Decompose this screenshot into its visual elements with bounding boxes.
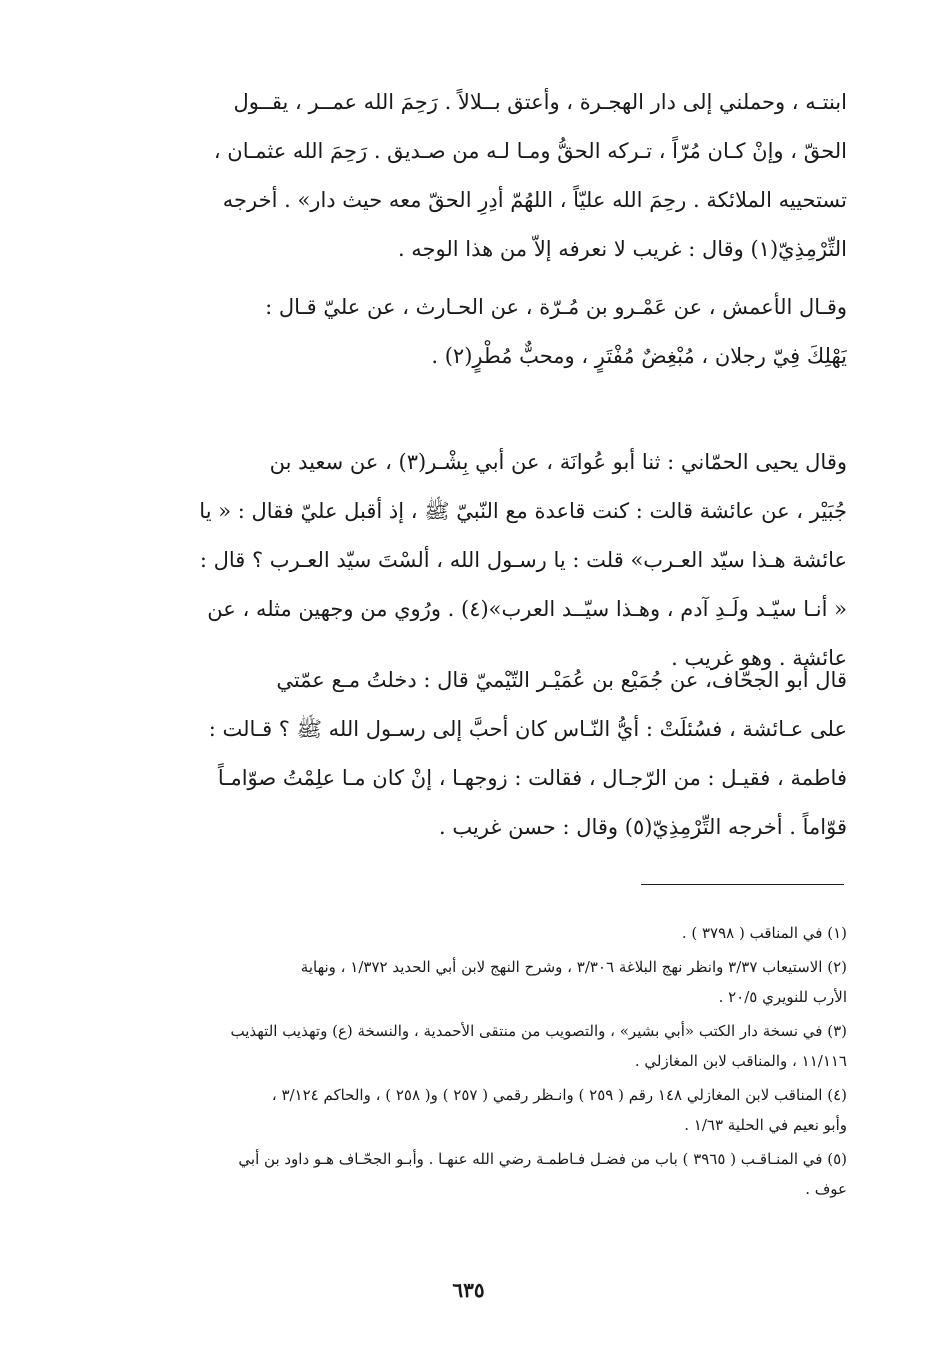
footnote-line: (٥) في المنـاقـب ( ٣٩٦٥ ) باب من فضـل فـاطمـة رضي الله عنهـا . وأبـو الجحّـاف هـو داود بن أبي <box>238 1150 847 1168</box>
footnote-line: الأرب للنويري ٢٠/٥ . <box>718 988 847 1006</box>
text-line: قال أبو الجحّاف، عن جُمَيْع بن عُمَيْـر التّيْميّ قال : دخلتُ مـع عمّتي <box>276 668 847 692</box>
footnote-3 <box>140 1016 847 1076</box>
footnote-line: ١١/١١٦ ، والمناقب لابن المغازلي . <box>634 1052 847 1070</box>
text-line: قوّاماً . أخرجه التِّرْمِذِيّ(٥) وقال : حسن غريب . <box>439 815 847 839</box>
text-line: وقال يحيى الحمّاني : ثنا أبو عُوانَة ، عن أبي بِشْـر(٣) ، عن سعيد بن <box>269 450 847 474</box>
paragraph-3 <box>140 438 847 683</box>
footnote-line: (٤) المناقب لابن المغازلي ١٤٨ رقم ( ٢٥٩ ) وانـظر رقمي ( ٢٥٧ ) و( ٢٥٨ ) ، والحاكم ٣/١٢٤ ، <box>271 1086 847 1104</box>
footnote-2 <box>140 952 847 1012</box>
footnote-divider <box>641 884 844 885</box>
paragraph-2 <box>140 283 847 381</box>
footnote-4 <box>140 1080 847 1140</box>
footnote-line: وأبو نعيم في الحلية ١/٦٣ . <box>684 1116 847 1134</box>
text-line: فاطمة ، فقيـل : من الرّجـال ، فقالت : زوجهـا ، إنْ كان مـا علِمْتُ صوّامـاً <box>217 766 847 790</box>
text-line: عائشة . وهو غريب . <box>671 646 847 670</box>
text-line: الحقّ ، وإنْ كـان مُرّاً ، تـركه الحقُّ ومـا لـه من صـديق . رَحِمَ الله عثمـان ، <box>213 139 847 163</box>
footnote-line: عوف . <box>805 1180 847 1198</box>
text-line: جُبَيْر ، عن عائشة قالت : كنت قاعدة مع النّبيّ ﷺ ، إذ أقبل عليّ فقال : « يا <box>199 499 847 523</box>
text-line: على عـائشة ، فسُئلَتْ : أيُّ النّـاس كان أحبَّ إلى رسـول الله ﷺ ؟ قـالت : <box>208 717 847 741</box>
text-line: « أنـا سيّـد ولَـدِ آدم ، وهـذا سيّــد العرب»(٤) . ورُوي من وجهين مثله ، عن <box>207 597 847 621</box>
text-line: عائشة هـذا سيّد العـرب» قلت : يا رسـول الله ، ألسْتَ سيّد العـرب ؟ قال : <box>199 548 847 572</box>
page-number: ٦٣٥ <box>452 1278 485 1302</box>
paragraph-4 <box>140 656 847 852</box>
paragraph-1 <box>140 78 847 274</box>
footnote-line: (٢) الاستيعاب ٣/٣٧ وانظر نهج البلاغة ٣/٣٠٦ ، وشرح النهج لابن أبي الحديد ١/٣٧٢ ، ونهاية <box>300 958 847 976</box>
footnote-line: (٣) في نسخة دار الكتب «أبي بشير» ، والتصويب من منتقى الأحمدية ، والنسخة (ع) وتهذيب التهذيب <box>230 1022 847 1040</box>
footnote-1 <box>140 918 847 948</box>
text-line: يَهْلِكَ فِيّ رجلان ، مُبْغِضٌ مُفْتَرٍ ، ومحبٌّ مُطْرٍ(٢) . <box>431 344 847 368</box>
text-line: ابنتـه ، وحملني إلى دار الهجـرة ، وأعتق بــلالاً . رَحِمَ الله عمــر ، يقــول <box>233 90 847 114</box>
text-line: التِّرْمِذِيّ(١) وقال : غريب لا نعرفه إلاّ من هذا الوجه . <box>397 237 847 261</box>
text-line: تستحييه الملائكة . رحِمَ الله عليّاً ، اللهُمّ أدِرِ الحقّ معه حيث دار» . أخرجه <box>222 188 847 212</box>
footnote-5 <box>140 1144 847 1204</box>
footnote-line: (١) في المناقب ( ٣٧٩٨ ) . <box>681 924 847 942</box>
text-line: وقـال الأعمش ، عن عَمْـرو بن مُـرّة ، عن الحـارث ، عن عليّ قـال : <box>265 295 847 319</box>
